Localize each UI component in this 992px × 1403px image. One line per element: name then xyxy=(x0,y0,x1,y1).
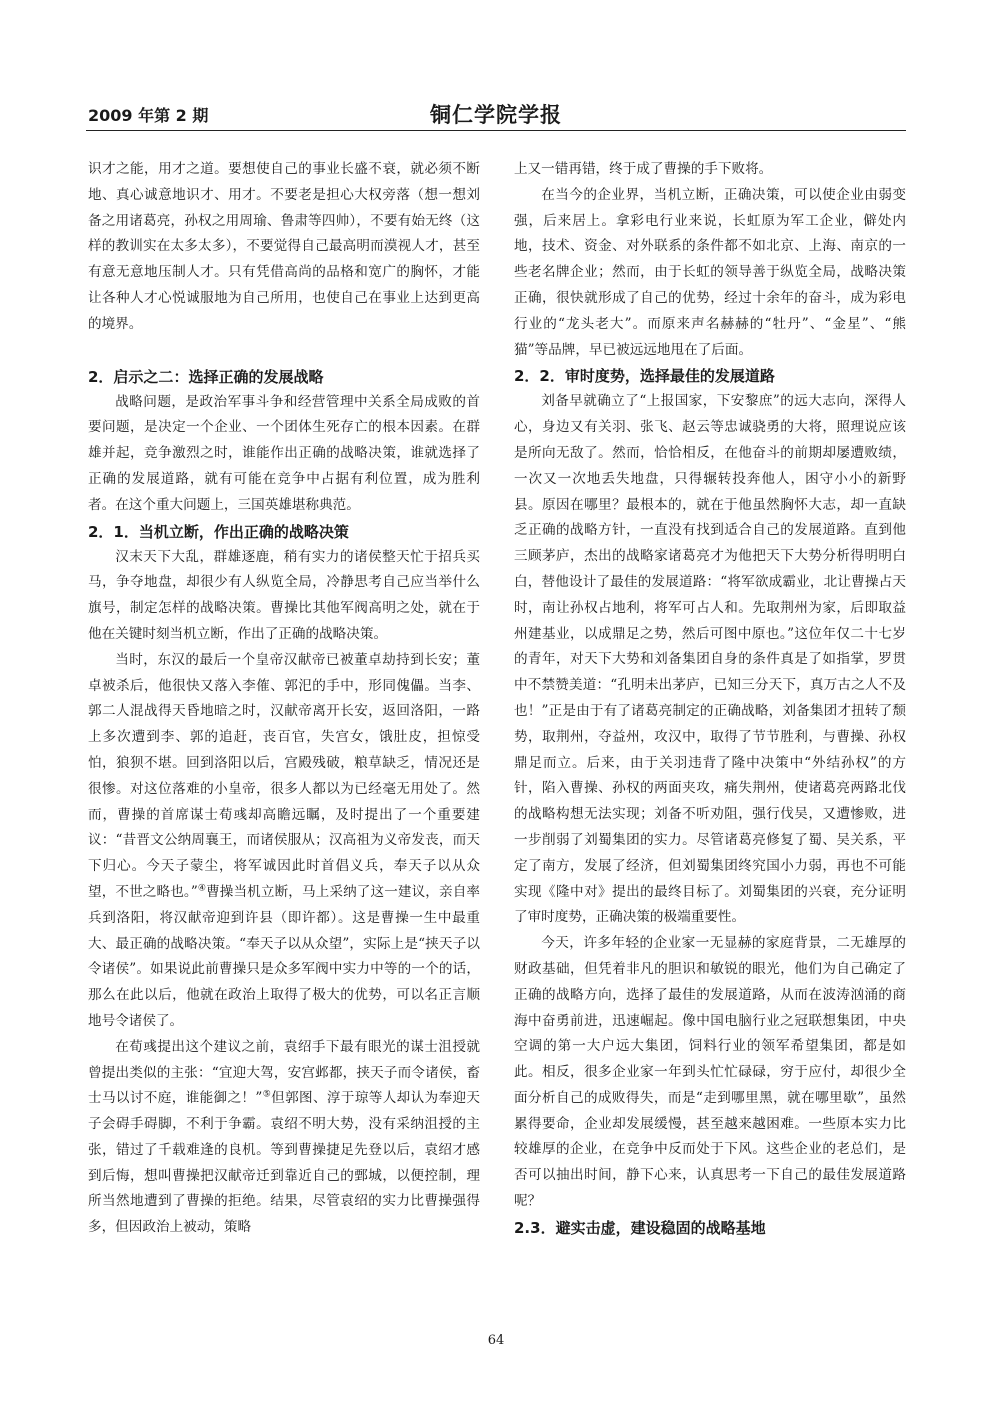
section-gap xyxy=(88,338,480,364)
subsection-heading: 2．2．审时度势，选择最佳的发展道路 xyxy=(514,367,775,386)
right-column xyxy=(514,157,906,1241)
section-heading: 2．启示之二：选择正确的发展战略 xyxy=(88,367,324,386)
paragraph-text: 曹操当机立断，马上采纳了这一建议，亲自率兵到洛阳，将汉献帝迎到许县（即许都）。这是曹操一生中最重大、最正确的战略决策。“奉天子以从众望”，实际上是“挟天子以令诸侯”。如果说此前曹操只是众多军阀中实力中等的一个的话，那么在此以后，他就在政治上取得了极大的优势，可以名正言顺地号令诸侯了。 xyxy=(88,883,480,1029)
paragraph-text: 在荀彧提出这个建议之前，袁绍手下最有眼光的谋士沮授就曾提出类似的主张：“宜迎大驾，安宫邺都，挟天子而令诸侯，畜士马以讨不庭，谁能御之！” xyxy=(88,1038,480,1107)
subsection-heading: 2．1．当机立断，作出正确的战略决策 xyxy=(88,522,349,541)
footnote-marker: ④ xyxy=(197,883,207,894)
page-number: 64 xyxy=(487,1333,505,1348)
paragraph xyxy=(88,1035,480,1241)
paragraph-text: 当时，东汉的最后一个皇帝汉献帝已被董卓劫持到长安；董卓被杀后，他很快又落入李傕、郭汜的手中，形同傀儡。当李、郭二人混战得天昏地暗之时，汉献帝离开长安，返回洛阳，一路上多次遭到李、郭的追赶，丧百官，失宫女，饿肚皮，担惊受怕，狼狈不堪。回到洛阳以后，宫殿残破，粮草缺乏，情况还是很惨。对这位落难的小皇帝，很多人都以为已经毫无用处了。然而，曹操的首席谋士荀彧却高瞻远瞩，及时提出了一个重要建议：“昔晋文公纳周襄王，而诸侯服从；汉高祖为义帝发丧，而天下归心。今天子蒙尘，将军诚因此时首倡义兵，奉天子以从众望，不世之略也。” xyxy=(88,651,480,900)
journal-title: 铜仁学院学报 xyxy=(430,103,562,127)
paragraph: 汉末天下大乱，群雄逐鹿，稍有实力的诸侯整天忙于招兵买马，争夺地盘，却很少有人纵览全局，冷静思考自己应当举什么旗号，制定怎样的战略决策。曹操比其他军阀高明之处，就在于他在关键时刻当机立断，作出了正确的战略决策。 xyxy=(88,548,480,642)
paragraph-text: 但郭图、淳于琼等人却认为奉迎天子会碍手碍脚，不利于争霸。袁绍不明大势，没有采纳沮授的主张，错过了千载难逢的良机。等到曹操捷足先登以后，袁绍才感到后悔，想叫曹操把汉献帝迁到靠近自己的鄄城，以便控制，理所当然地遭到了曹操的拒绝。结果，尽管袁绍的实力比曹操强得多，但因政治上被动，策略 xyxy=(88,1090,480,1236)
paragraph: 战略问题，是政治军事斗争和经营管理中关系全局成败的首要问题，是决定一个企业、一个团体生死存亡的根本因素。在群雄并起，竞争激烈之时，谁能作出正确的战略决策，谁就选择了正确的发展道路，就有可能在竞争中占据有利位置，成为胜利者。在这个重大问题上，三国英雄堪称典范。 xyxy=(88,393,480,513)
header-rule xyxy=(86,130,906,131)
subsection-heading: 2.3．避实击虚，建设稳固的战略基地 xyxy=(514,1218,766,1237)
paragraph: 今天，许多年轻的企业家一无显赫的家庭背景，二无雄厚的财政基础，但凭着非凡的胆识和敏锐的眼光，他们为自己确定了正确的战略方向，选择了最佳的发展道路，从而在波涛汹涌的商海中奋勇前进，迅速崛起。像中国电脑行业之冠联想集团，中央空调的第一大户远大集团，饲料行业的领军希望集团，都是如此。相反，很多企业家一年到头忙忙碌碌，穷于应付，却很少全面分析自己的成败得失，而是“走到哪里黑，就在哪里歇”，虽然累得要命，企业却发展缓慢，甚至越来越困难。一些原本实力比较雄厚的企业，在竞争中反而处于下风。这些企业的老总们，是否可以抽出时间，静下心来，认真思考一下自己的最佳发展道路呢？ xyxy=(514,935,906,1210)
paragraph xyxy=(88,648,480,1035)
paragraph: 识才之能，用才之道。要想使自己的事业长盛不衰，就必须不断地、真心诚意地识才、用才。不要老是担心大权旁落（想一想刘备之用诸葛亮，孙权之用周瑜、鲁肃等四帅），不要有始无终（这样的教训实在太多太多），不要觉得自己最高明而漠视人才，甚至有意无意地压制人才。只有凭借高尚的品格和宽广的胸怀，才能让各种人才心悦诚服地为自己所用，也使自己在事业上达到更高的境界。 xyxy=(88,161,480,332)
paragraph: 刘备早就确立了“上报国家，下安黎庶”的远大志向，深得人心，身边又有关羽、张飞、赵云等忠诚骁勇的大将，照理说应该是所向无敌了。然而，恰恰相反，在他奋斗的前期却屡遭败绩，一次又一次地丢失地盘，只得辗转投奔他人，困守小小的新野县。原因在哪里？最根本的，就在于他虽然胸怀大志，却一直缺乏正确的战略方针，一直没有找到适合自己的发展道路。直到他三顾茅庐，杰出的战略家诸葛亮才为他把天下大势分析得明明白白，替他设计了最佳的发展道路：“将军欲成霸业，北让曹操占天时，南让孙权占地利，将军可占人和。先取荆州为家，后即取益州建基业，以成鼎足之势，然后可图中原也。”这位年仅二十七岁的青年，对天下大势和刘备集团自身的条件真是了如指掌，罗贯中不禁赞美道：“孔明未出茅庐，已知三分天下，真万古之人不及也！”正是由于有了诸葛亮制定的正确战略，刘备集团才扭转了颓势，取荆州，夺益州，攻汉中，取得了节节胜利，与曹操、孙权鼎足而立。后来，由于关羽违背了隆中决策中“外结孙权”的方针，陷入曹操、孙权的两面夹攻，痛失荆州，使诸葛亮两路北伐的战略构想无法实现；刘备不听劝阻，强行伐吴，又遭惨败，进一步削弱了刘蜀集团的实力。尽管诸葛亮修复了蜀、吴关系，平定了南方，发展了经济，但刘蜀集团终究国小力弱，再也不可能实现《隆中对》提出的最终目标了。刘蜀集团的兴衰，充分证明了审时度势，正确决策的极端重要性。 xyxy=(514,393,906,926)
paragraph: 在当今的企业界，当机立断，正确决策，可以使企业由弱变强，后来居上。拿彩电行业来说，长虹原为军工企业，僻处内地，技术、资金、对外联系的条件都不如北京、上海、南京的一些老名牌企业；然而，由于长虹的领导善于纵览全局，战略决策正确，很快就形成了自己的优势，经过十余年的奋斗，成为彩电行业的“龙头老大”。而原来声名赫赫的“牡丹”、“金星”、“熊猫”等品牌，早已被远远地甩在了后面。 xyxy=(514,186,906,358)
issue-label: 2009 年第 2 期 xyxy=(88,106,209,125)
left-column xyxy=(88,157,480,1241)
footnote-marker: ⑤ xyxy=(262,1089,272,1100)
paragraph: 上又一错再错，终于成了曹操的手下败将。 xyxy=(514,161,773,177)
